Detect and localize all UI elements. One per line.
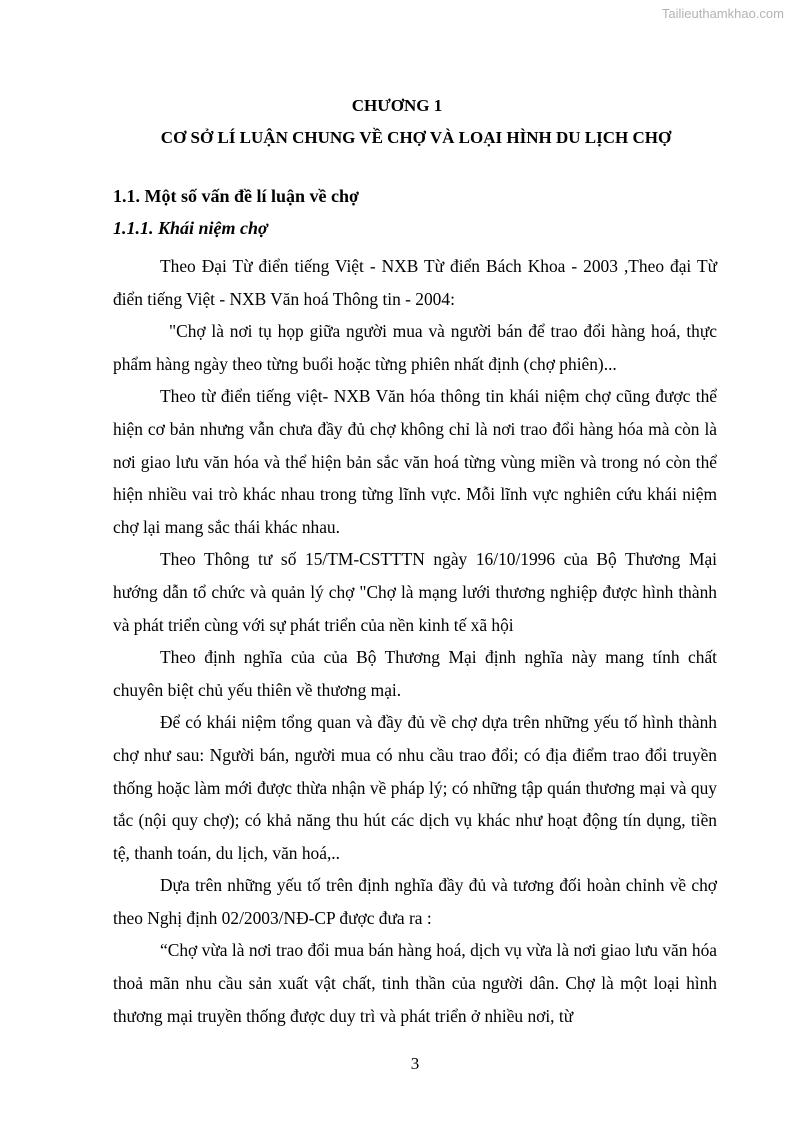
chapter-subtitle: CƠ SỞ LÍ LUẬN CHUNG VỀ CHỢ VÀ LOẠI HÌNH DU LỊCH CHỢ [160,128,672,147]
section-heading: 1.1. Một số vấn đề lí luận về chợ [113,186,359,206]
paragraph-commerce-definition: Theo định nghĩa của của Bộ Thương Mại định nghĩa này mang tính chất chuyên biệt chủ yếu thiên về thương mại. [113,647,717,700]
paragraph-dictionary-source: Theo Đại Từ điển tiếng Việt - NXB Từ điển Bách Khoa - 2003 ,Theo đại Từ điển tiếng Việt - NXB Văn hoá Thông tin - 2004: [113,256,717,309]
paragraph-decree: Dựa trên những yếu tố trên định nghĩa đầy đủ và tương đối hoàn chỉnh về chợ theo Nghị định 02/2003/NĐ-CP được đưa ra : [113,875,717,928]
page-number: 3 [410,1054,420,1073]
paragraph-circular: Theo Thông tư số 15/TM-CSTTTN ngày 16/10/1996 của Bộ Thương Mại hướng dẫn tổ chức và quản lý chợ "Chợ là mạng lưới thương nghiệp được hình thành và phát triển cùng với sự phát triển của nền kinh tế xã hội [113,549,717,635]
paragraph-culture: Theo từ điển tiếng việt- NXB Văn hóa thông tin khái niệm chợ cũng được thể hiện cơ bản nhưng vẫn chưa đầy đủ chợ không chỉ là nơi trao đổi hàng hóa mà còn là nơi giao lưu văn hóa và thể hiện bản sắc văn hoá từng vùng miền và trong nó còn thể hiện nhiều vai trò khác nhau trong từng lĩnh vực. Mỗi lĩnh vực nghiên cứu khái niệm chợ lại mang sắc thái khác nhau. [113,386,717,537]
watermark: Tailieuthamkhao.com [661,6,784,21]
subsection-heading: 1.1.1. Khái niệm chợ [113,218,268,238]
paragraph-decree-quote: “Chợ vừa là nơi trao đổi mua bán hàng hoá, dịch vụ vừa là nơi giao lưu văn hóa thoả mãn nhu cầu sản xuất vật chất, tinh thần của người dân. Chợ là một loại hình thương mại truyền thống được duy trì và phát triển ở nhiều nơi, từ [113,940,717,1026]
chapter-title: CHƯƠNG 1 [351,96,443,115]
paragraph-elements: Để có khái niệm tổng quan và đầy đủ về chợ dựa trên những yếu tố hình thành chợ như sau: Người bán, người mua có nhu cầu trao đổi; có địa điểm trao đổi truyền thống hoặc làm mới được thừa nhận về pháp lý; có những tập quán thương mại và quy tắc (nội quy chợ); có khả năng thu hút các dịch vụ khác như hoạt động tín dụng, tiền tệ, thanh toán, du lịch, văn hoá,.. [113,712,717,863]
body-text [113,250,717,1032]
paragraph-dictionary-quote: "Chợ là nơi tụ họp giữa người mua và người bán để trao đổi hàng hoá, thực phẩm hàng ngày theo từng buổi hoặc từng phiên nhất định (chợ phiên)... [113,321,717,374]
